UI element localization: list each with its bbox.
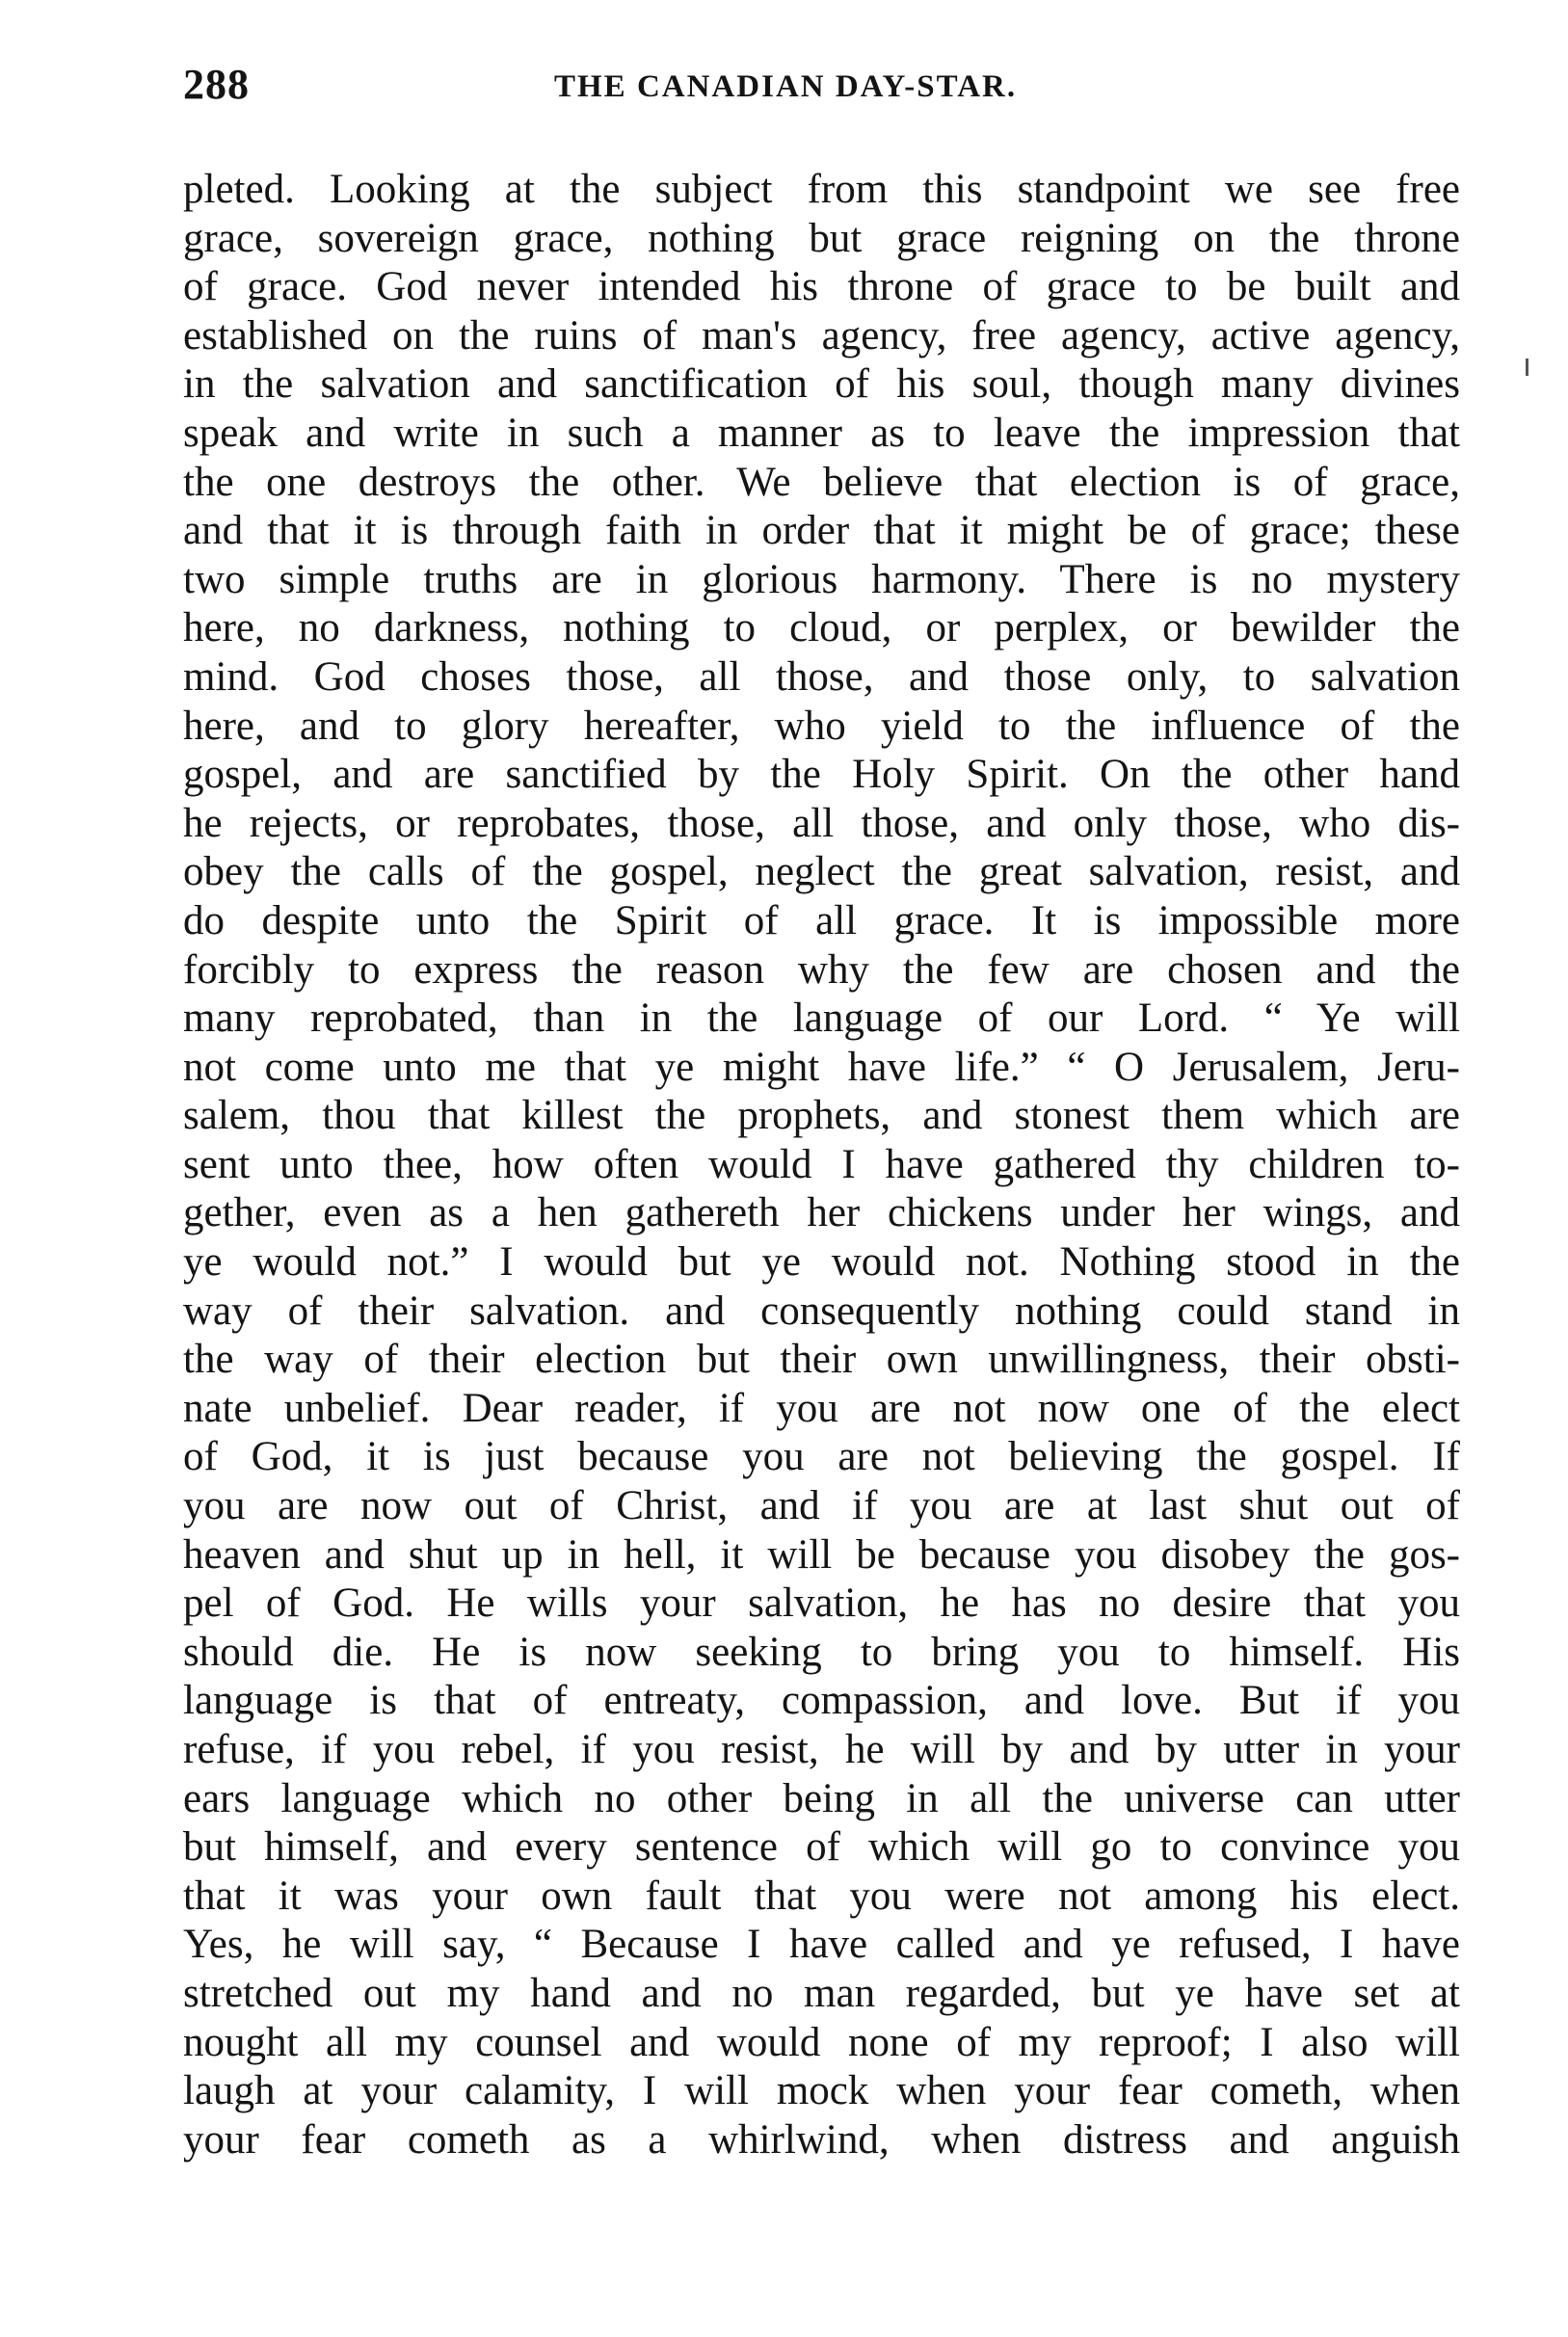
text-line: he rejects, or reprobates, those, all those, and only those, who dis- (183, 800, 1460, 846)
margin-mark (1526, 359, 1528, 376)
text-line: pel of God. He wills your salvation, he has no desire that you (183, 1580, 1460, 1627)
text-line: here, and to glory hereafter, who yield to the influence of the (183, 703, 1460, 749)
text-line: language is that of entreaty, compassion, and love. But if you (183, 1678, 1460, 1724)
text-line: way of their salvation. and consequently nothing could stand in (183, 1288, 1460, 1334)
text-line: not come unto me that ye might have life.” “ O Jerusalem, Jeru- (183, 1044, 1460, 1090)
text-line: ye would not.” I would but ye would not. Nothing stood in the (183, 1239, 1460, 1286)
text-line: nate unbelief. Dear reader, if you are not now one of the elect (183, 1385, 1460, 1431)
text-line: you are now out of Christ, and if you are at last shut out of (183, 1483, 1460, 1529)
page-number: 288 (183, 61, 250, 108)
text-line: the way of their election but their own unwillingness, their obsti- (183, 1337, 1460, 1383)
text-line: that it was your own fault that you were not among his elect. (183, 1872, 1460, 1919)
text-line: refuse, if you rebel, if you resist, he will by and by utter in your (183, 1727, 1460, 1772)
text-line: grace, sovereign grace, nothing but grace reigning on the throne (183, 215, 1460, 261)
text-line: of grace. God never intended his throne of grace to be built and (183, 264, 1460, 310)
text-line: laugh at your calamity, I will mock when your fear cometh, when (183, 2068, 1460, 2114)
text-line: pleted. Looking at the subject from this standpoint we see free (183, 167, 1460, 212)
text-line: established on the ruins of man's agency, free agency, active agency, (183, 312, 1460, 359)
text-line: sent unto thee, how often would I have gathered thy children to- (183, 1141, 1460, 1187)
text-line: nought all my counsel and would none of my reproof; I also will (183, 2019, 1460, 2065)
text-line: ears language which no other being in all the universe can utter (183, 1775, 1460, 1821)
text-line: Yes, he will say, “ Because I have called and ye refused, I have (183, 1922, 1460, 1968)
text-line: mind. God choses those, all those, and those only, to salvation (183, 653, 1460, 700)
text-line: in the salvation and sanctification of his soul, though many divines (183, 361, 1460, 408)
text-line: but himself, and every sentence of which will go to convince you (183, 1824, 1460, 1871)
text-line: two simple truths are in glorious harmony. There is no mystery (183, 556, 1460, 602)
text-line: obey the calls of the gospel, neglect the great salvation, resist, and (183, 849, 1460, 895)
body-text (183, 166, 1460, 2164)
text-line: of God, it is just because you are not believing the gospel. If (183, 1434, 1460, 1480)
text-line: your fear cometh as a whirlwind, when distress and anguish (183, 2116, 1460, 2163)
text-line: gospel, and are sanctified by the Holy Spirit. On the other hand (183, 752, 1460, 798)
text-line: forcibly to express the reason why the few are chosen and the (183, 946, 1460, 993)
text-line: do despite unto the Spirit of all grace. It is impossible more (183, 897, 1460, 943)
text-line: gether, even as a hen gathereth her chickens under her wings, and (183, 1190, 1460, 1236)
text-line: many reprobated, than in the language of our Lord. “ Ye will (183, 996, 1460, 1042)
text-line: speak and write in such a manner as to leave the impression that (183, 410, 1460, 456)
text-line: here, no darkness, nothing to cloud, or perplex, or bewilder the (183, 605, 1460, 651)
text-line: should die. He is now seeking to bring you to himself. His (183, 1629, 1460, 1675)
text-line: heaven and shut up in hell, it will be because you disobey the gos- (183, 1531, 1460, 1578)
page-header (183, 60, 1455, 127)
text-line: the one destroys the other. We believe that election is of grace, (183, 459, 1460, 505)
running-head: THE CANADIAN DAY-STAR. (554, 69, 1018, 104)
text-line: stretched out my hand and no man regarded, but ye have set at (183, 1970, 1460, 2016)
text-line: and that it is through faith in order that it might be of grace; these (183, 508, 1460, 554)
text-line: salem, thou that killest the prophets, and stonest them which are (183, 1093, 1460, 1139)
